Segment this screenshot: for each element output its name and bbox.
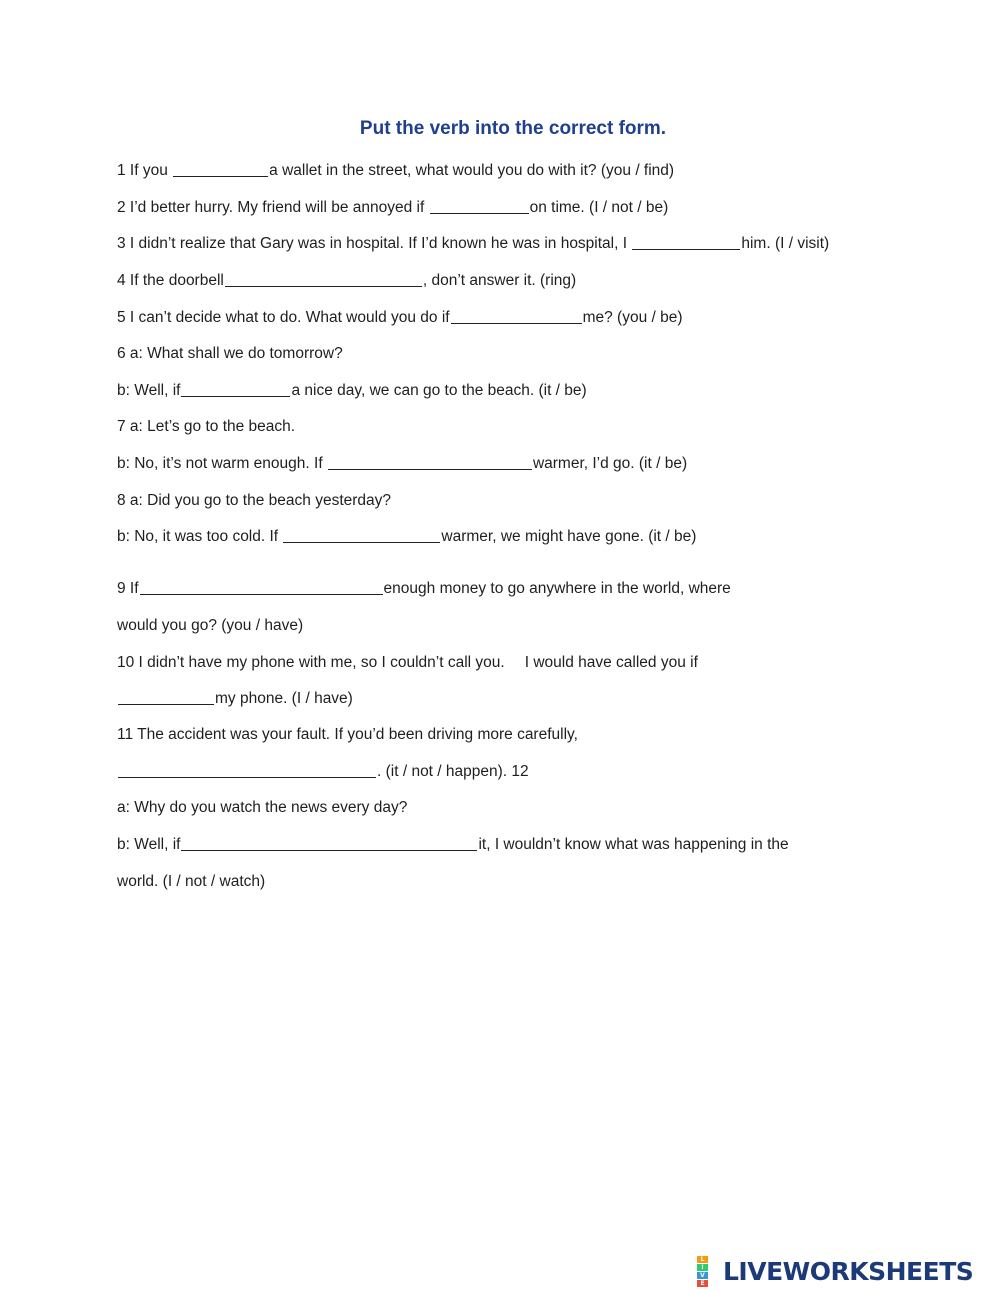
- question-4: [117, 270, 576, 292]
- question-11: 11 The accident was your fault. If you’d been driving more carefully,: [117, 726, 578, 743]
- question-8b: [117, 526, 696, 548]
- question-text: a nice day, we can go to the beach. (it / be): [291, 382, 587, 399]
- question-text: warmer, we might have gone. (it / be): [441, 528, 697, 545]
- question-9: [117, 578, 731, 600]
- question-text: enough money to go anywhere in the world, where: [383, 580, 731, 597]
- question-9-continued: would you go? (you / have): [117, 617, 304, 634]
- answer-blank-9[interactable]: [140, 593, 383, 595]
- question-text: . (it / not / happen). 12: [377, 763, 529, 780]
- question-text: b: No, it’s not warm enough. If: [117, 455, 323, 472]
- answer-blank-10[interactable]: [118, 703, 214, 705]
- answer-blank-2[interactable]: [430, 212, 529, 214]
- question-text: 9 If: [117, 580, 139, 597]
- logo-mark-icon: [697, 1256, 720, 1287]
- question-8a: 8 a: Did you go to the beach yesterday?: [117, 492, 392, 509]
- logo-mark-letter: L: [697, 1256, 708, 1263]
- question-12-continued: world. (I / not / watch): [117, 873, 266, 890]
- question-text: b: Well, if: [117, 382, 181, 399]
- question-7a: 7 a: Let’s go to the beach.: [117, 418, 296, 435]
- question-text: it, I wouldn’t know what was happening in the: [478, 836, 789, 853]
- worksheet-title: Put the verb into the correct form.: [359, 118, 667, 139]
- answer-blank-7[interactable]: [328, 468, 532, 470]
- question-3: [117, 233, 829, 255]
- answer-blank-4[interactable]: [225, 285, 422, 287]
- question-text: 4 If the doorbell: [117, 272, 224, 289]
- answer-blank-3[interactable]: [632, 248, 740, 250]
- liveworksheets-logo: [697, 1256, 973, 1286]
- question-12b: [117, 834, 789, 856]
- logo-mark-letter: V: [697, 1272, 708, 1279]
- question-10-continued: [117, 688, 353, 710]
- logo-mark-letter: E: [697, 1280, 708, 1287]
- answer-blank-6[interactable]: [181, 395, 290, 397]
- answer-blank-12[interactable]: [181, 849, 477, 851]
- question-5: [117, 307, 683, 329]
- question-1: [117, 160, 674, 182]
- question-text: 10 I didn’t have my phone with me, so I couldn’t call you.: [117, 654, 505, 671]
- question-6a: 6 a: What shall we do tomorrow?: [117, 345, 343, 362]
- question-text: on time. (I / not / be): [529, 199, 669, 216]
- logo-mark-letter: I: [697, 1264, 708, 1271]
- question-text: I would have called you if: [524, 654, 698, 671]
- question-text: him. (I / visit): [741, 235, 830, 252]
- answer-blank-11[interactable]: [118, 776, 376, 778]
- question-7b: [117, 453, 687, 475]
- question-text: my phone. (I / have): [215, 690, 353, 707]
- question-text: 2 I’d better hurry. My friend will be annoyed if: [117, 199, 425, 216]
- logo-text: LIVEWORKSHEETS: [723, 1256, 974, 1286]
- question-text: , don’t answer it. (ring): [422, 272, 577, 289]
- question-text: b: Well, if: [117, 836, 181, 853]
- question-text: b: No, it was too cold. If: [117, 528, 279, 545]
- answer-blank-5[interactable]: [451, 322, 582, 324]
- question-2: [117, 197, 668, 219]
- question-text: me? (you / be): [582, 309, 683, 326]
- question-text: a wallet in the street, what would you do with it? (you / find): [269, 162, 675, 179]
- question-text: 3 I didn’t realize that Gary was in hospital. If I’d known he was in hospital, I: [117, 235, 628, 252]
- question-text: warmer, I’d go. (it / be): [532, 455, 688, 472]
- question-11-continued: [117, 761, 529, 783]
- question-12a: a: Why do you watch the news every day?: [117, 799, 408, 816]
- answer-blank-8[interactable]: [283, 541, 440, 543]
- question-text: 5 I can’t decide what to do. What would you do if: [117, 309, 450, 326]
- question-6b: [117, 380, 587, 402]
- answer-blank-1[interactable]: [173, 175, 268, 177]
- question-10: [117, 652, 698, 674]
- question-text: 1 If you: [117, 162, 168, 179]
